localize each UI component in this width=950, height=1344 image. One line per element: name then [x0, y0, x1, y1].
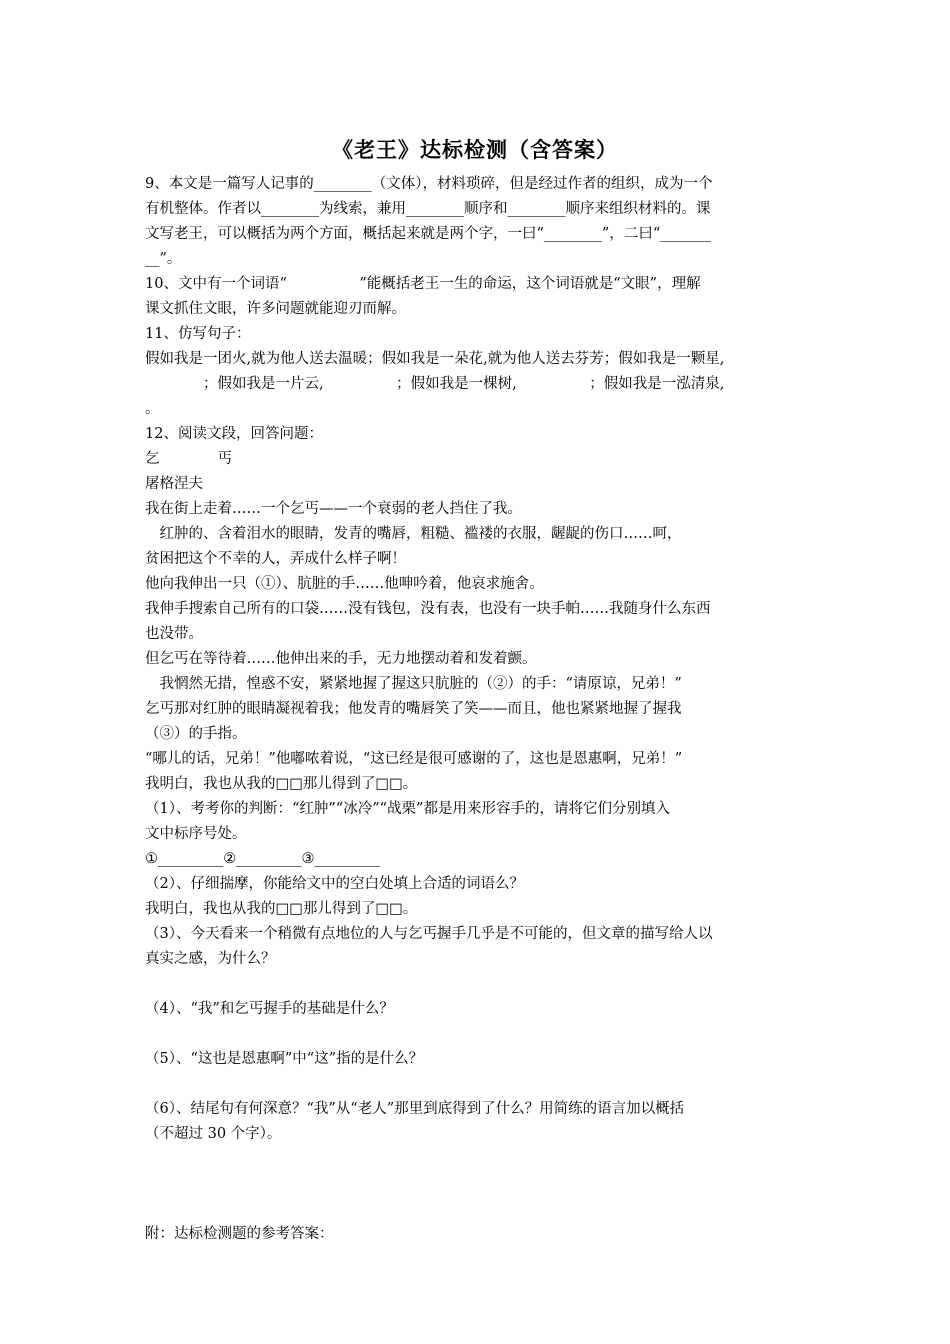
passage-line: 我惘然无措，惶惑不安，紧紧地握了握这只肮脏的（②）的手：“请原谅，兄弟！” [145, 676, 682, 692]
question-line: （不超过 30 个字）。 [145, 1126, 282, 1142]
passage-title: 乞 丐 [145, 451, 232, 467]
document-title: 《老王》达标检测（含答案） [332, 138, 618, 162]
passage-line: 我明白，我也从我的□□那儿得到了□□。 [145, 776, 418, 792]
question-line: （2）、仔细揣摩，你能给文中的空白处填上合适的词语么？ [145, 876, 524, 892]
passage-line: 红肿的、含着泪水的眼睛，发青的嘴唇，粗糙、褴褛的衣服，龌龊的伤口……呵， [145, 526, 682, 542]
blank-line [145, 1197, 810, 1222]
text-line: 11、仿写句子： [145, 326, 251, 342]
passage-line: 他向我伸出一只（①）、肮脏的手……他呻吟着，他哀求施舍。 [145, 576, 544, 592]
appendix-heading: 附：达标检测题的参考答案： [145, 1226, 334, 1242]
blank-line [145, 1022, 810, 1047]
question-line: （5）、“这也是恩惠啊”中“这”指的是什么？ [145, 1051, 424, 1067]
passage-line: 贫困把这个不幸的人，弄成什么样子啊！ [145, 551, 406, 567]
passage-line: 也没带。 [145, 626, 203, 642]
question-line: （4）、“我”和乞丐握手的基础是什么？ [145, 1001, 394, 1017]
text-line: __”。 [145, 251, 182, 267]
passage-line: 乞丐那对红肿的眼睛凝视着我；他发青的嘴唇笑了笑——而且，他也紧紧地握了握我 [145, 701, 682, 717]
text-line: 文写老王，可以概括为两个方面，概括起来就是两个字，一曰“________”，二曰“_______ [145, 226, 711, 242]
text-line: 10、文中有一个词语“ ”能概括老王一生的命运，这个词语就是“文眼”，理解 [145, 276, 701, 292]
text-line: ；假如我是一片云, ；假如我是一棵树, ；假如我是一泓清泉, [145, 376, 725, 392]
question-line: （6）、结尾句有何深意？“我”从“老人”那里到底得到了什么？用简练的语言加以概括 [145, 1101, 685, 1117]
text-line: 课文抓住文眼，许多问题就能迎刃而解。 [145, 301, 406, 317]
passage-line: （③）的手指。 [145, 726, 247, 742]
blank-line [145, 1172, 810, 1197]
text-line: 有机整体。作者以________为线索，兼用________顺序和________顺序来组织材料的。课 [145, 201, 711, 217]
question-line: 我明白，我也从我的□□那儿得到了□□。 [145, 901, 418, 917]
text-line: 9、本文是一篇写人记事的________（文体），材料琐碎，但是经过作者的组织，成为一个 [145, 176, 713, 192]
blank-line [145, 972, 810, 997]
blank-line [145, 1072, 810, 1097]
answer-blanks: ①_________②_________③_________ [145, 851, 380, 867]
passage-line: 但乞丐在等待着……他伸出来的手，无力地摆动着和发着颤。 [145, 651, 537, 667]
text-line: 假如我是一团火,就为他人送去温暖；假如我是一朵花,就为他人送去芬芳；假如我是一颗星, [145, 351, 725, 367]
document-body [145, 172, 810, 1247]
text-line: 。 [145, 401, 160, 417]
text-line: 12、阅读文段，回答问题： [145, 426, 323, 442]
passage-line: 我在街上走着……一个乞丐——一个衰弱的老人挡住了我。 [145, 501, 522, 517]
passage-line: 我伸手搜索自己所有的口袋……没有钱包，没有表，也没有一块手帕……我随身什么东西 [145, 601, 711, 617]
blank-line [145, 1147, 810, 1172]
question-line: （3）、今天看来一个稍微有点地位的人与乞丐握手几乎是不可能的，但文章的描写给人以 [145, 926, 713, 942]
question-line: 真实之感，为什么？ [145, 951, 276, 967]
question-line: （1）、考考你的判断：“红肿”“冰冷”“战栗”都是用来形容手的，请将它们分别填入 [145, 801, 670, 817]
passage-line: “哪儿的话，兄弟！”他嘟哝着说，“这已经是很可感谢的了，这也是恩惠啊，兄弟！” [145, 751, 683, 767]
passage-author: 屠格涅夫 [145, 476, 203, 492]
question-line: 文中标序号处。 [145, 826, 247, 842]
